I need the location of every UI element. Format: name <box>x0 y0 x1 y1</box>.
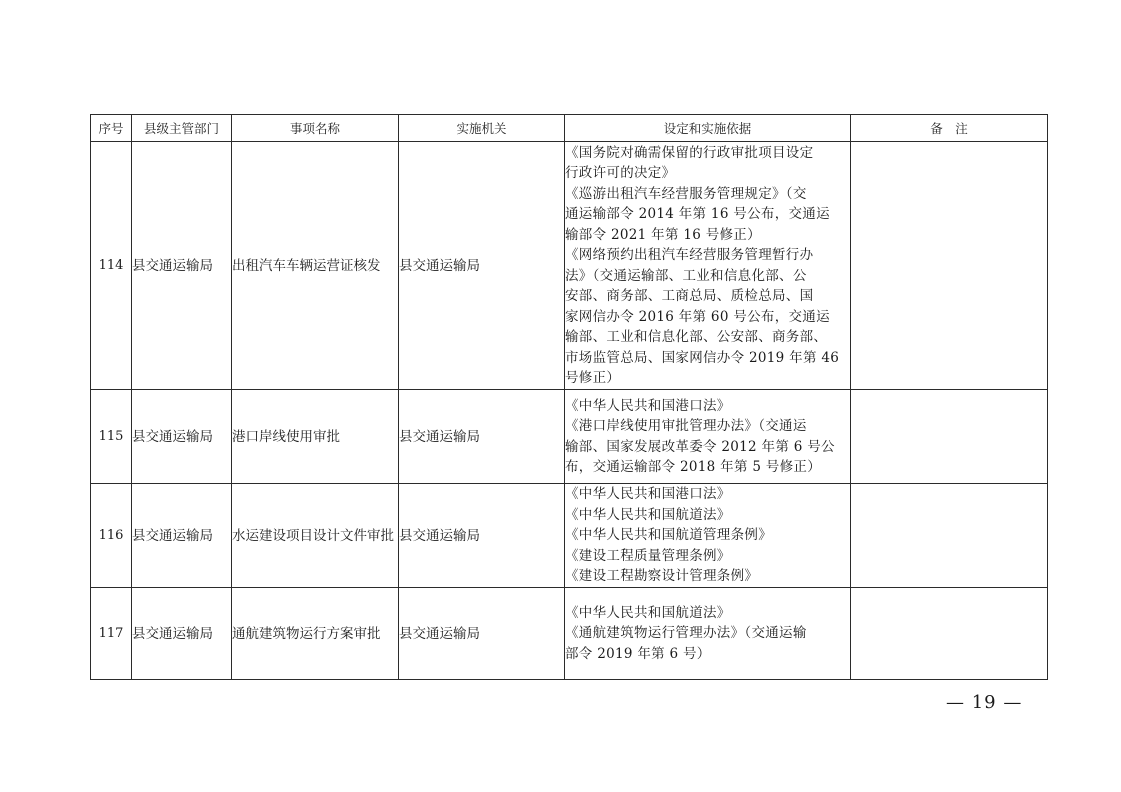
row-remarks <box>851 142 1048 390</box>
basis-line: 《港口岸线使用审批管理办法》（交通运 <box>565 418 807 434</box>
row-serial-number: 117 <box>91 588 132 680</box>
row-agency: 县交通运输局 <box>399 484 565 588</box>
row-legal-basis <box>565 390 851 484</box>
basis-line: 家网信办令 2016 年第 60 号公布，交通运 <box>565 308 830 325</box>
table-row <box>91 390 1048 484</box>
row-department: 县交通运输局 <box>132 142 232 390</box>
row-remarks <box>851 588 1048 680</box>
row-serial-number: 116 <box>91 484 132 588</box>
basis-line: 《建设工程质量管理条例》 <box>565 547 731 564</box>
basis-line: 输部、工业和信息化部、公安部、商务部、 <box>565 329 828 345</box>
basis-line: 布，交通运输部令 2018 年第 5 号修正） <box>565 459 822 475</box>
basis-line: 《中华人民共和国航道法》 <box>565 604 731 621</box>
basis-line: 《巡游出租汽车经营服务管理规定》（交 <box>565 185 807 202</box>
basis-line: 《国务院对确需保留的行政审批项目设定 <box>565 144 814 161</box>
row-item-name: 港口岸线使用审批 <box>232 390 399 484</box>
row-item-name: 通航建筑物运行方案审批 <box>232 588 399 680</box>
header-legal-basis: 设定和实施依据 <box>565 115 851 142</box>
table-row <box>91 484 1048 588</box>
row-legal-basis <box>565 484 851 588</box>
basis-line: 《中华人民共和国港口法》 <box>565 486 731 503</box>
basis-lines <box>565 603 850 665</box>
basis-line: 号修正） <box>565 370 621 386</box>
basis-line: 输部令 2021 年第 16 号修正） <box>565 226 761 243</box>
row-serial-number: 115 <box>91 390 132 484</box>
basis-line: 安部、商务部、工商总局、质检总局、国 <box>565 288 814 304</box>
basis-lines <box>565 143 850 389</box>
basis-line: 《中华人民共和国航道管理条例》 <box>565 527 772 544</box>
basis-line: 《建设工程勘察设计管理条例》 <box>565 568 759 585</box>
header-implementing-agency: 实施机关 <box>399 115 565 142</box>
row-department: 县交通运输局 <box>132 390 232 484</box>
header-remarks: 备 注 <box>851 115 1048 142</box>
page-number: — 19 — <box>946 692 1023 713</box>
row-legal-basis <box>565 142 851 390</box>
row-remarks <box>851 390 1048 484</box>
basis-line: 通运输部令 2014 年第 16 号公布，交通运 <box>565 206 830 222</box>
basis-line: 《通航建筑物运行管理办法》（交通运输 <box>565 625 807 642</box>
basis-line: 行政许可的决定》 <box>565 165 676 181</box>
basis-line: 《网络预约出租汽车经营服务管理暂行办 <box>565 247 814 263</box>
basis-lines <box>565 396 850 478</box>
basis-line: 输部、国家发展改革委令 2012 年第 6 号公 <box>565 438 835 455</box>
basis-line: 《中华人民共和国港口法》 <box>565 397 731 414</box>
row-agency: 县交通运输局 <box>399 390 565 484</box>
header-item-name: 事项名称 <box>232 115 399 142</box>
table-row <box>91 588 1048 680</box>
row-department: 县交通运输局 <box>132 588 232 680</box>
header-county-department: 县级主管部门 <box>132 115 232 142</box>
table-header-row <box>91 115 1048 142</box>
basis-line: 市场监管总局、国家网信办令 2019 年第 46 <box>565 349 840 366</box>
row-remarks <box>851 484 1048 588</box>
basis-line: 《中华人民共和国航道法》 <box>565 506 731 523</box>
basis-lines <box>565 484 850 587</box>
document-table <box>90 114 1048 680</box>
row-agency: 县交通运输局 <box>399 142 565 390</box>
row-legal-basis <box>565 588 851 680</box>
basis-line: 法》（交通运输部、工业和信息化部、公 <box>565 267 807 284</box>
row-item-name: 出租汽车车辆运营证核发 <box>232 142 399 390</box>
basis-line: 部令 2019 年第 6 号） <box>565 645 711 662</box>
row-department: 县交通运输局 <box>132 484 232 588</box>
table-row <box>91 142 1048 390</box>
row-serial-number: 114 <box>91 142 132 390</box>
header-serial-number: 序号 <box>91 115 132 142</box>
row-item-name: 水运建设项目设计文件审批 <box>232 484 399 588</box>
row-agency: 县交通运输局 <box>399 588 565 680</box>
